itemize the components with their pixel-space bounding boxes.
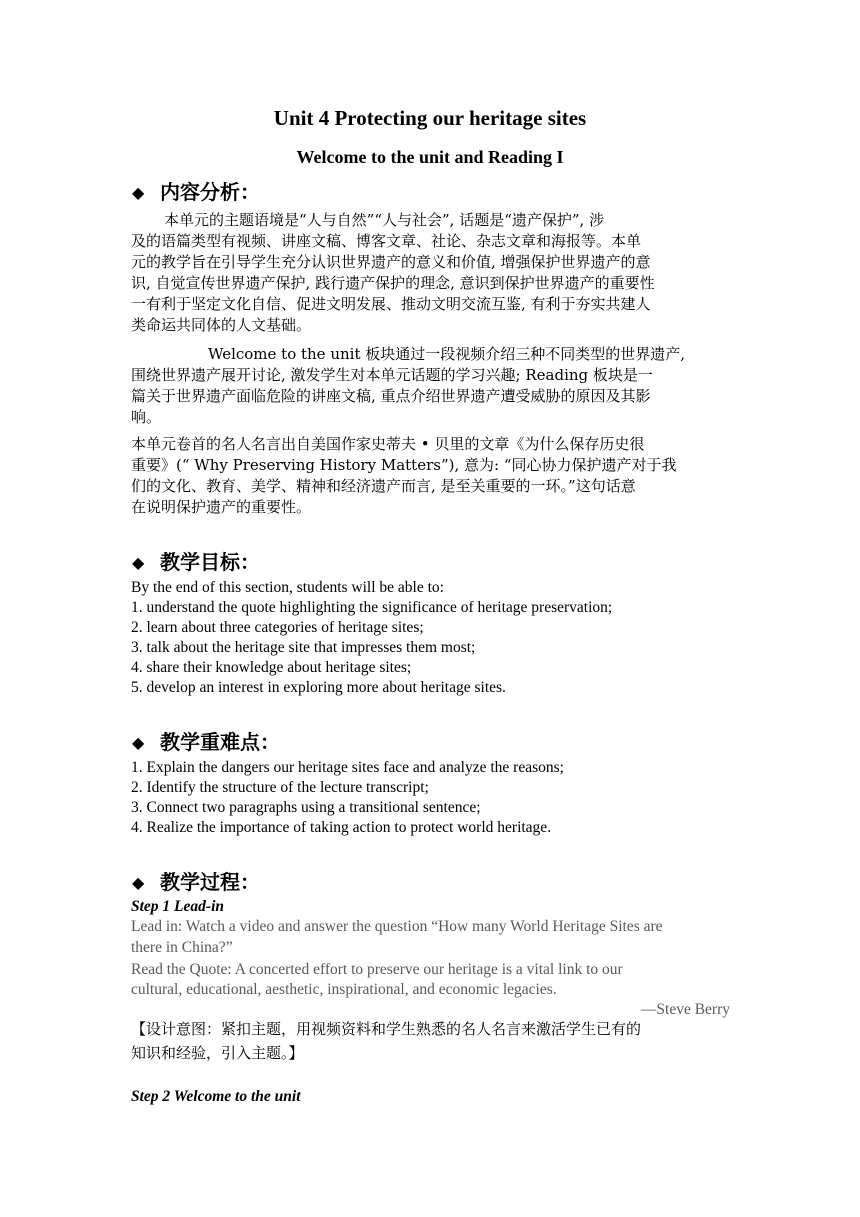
paragraph-line: Welcome to the unit 板块通过一段视频介绍三种不同类型的世界遗产, bbox=[208, 345, 686, 363]
key-point-item: 3. Connect two paragraphs using a transitional sentence; bbox=[131, 799, 481, 816]
design-intent-line: 【设计意图：紧扣主题，用视频资料和学生熟悉的名人名言来激活学生已有的 bbox=[131, 1020, 642, 1038]
objective-item: 3. talk about the heritage site that impresses them most; bbox=[131, 639, 476, 656]
key-point-item: 4. Realize the importance of taking action to protect world heritage. bbox=[131, 819, 552, 836]
step-1-label: Step 1 Lead-in bbox=[131, 898, 224, 915]
process-title: 教学过程： bbox=[160, 870, 260, 894]
quote-line: cultural, educational, aesthetic, inspirational, and economic legacies. bbox=[131, 981, 557, 998]
key-points-title: 教学重难点： bbox=[160, 730, 280, 754]
diamond-icon: ◆ bbox=[132, 553, 145, 572]
objective-item: 2. learn about three categories of heritage sites; bbox=[131, 619, 424, 636]
lead-in-line: Lead in: Watch a video and answer the question “How many World Heritage Sites are bbox=[131, 918, 663, 935]
content-analysis-title: 内容分析： bbox=[160, 180, 260, 204]
diamond-icon: ◆ bbox=[132, 873, 145, 892]
lead-in-line: there in China?” bbox=[131, 939, 233, 956]
paragraph-line: 响。 bbox=[131, 408, 162, 426]
objectives-intro: By the end of this section, students will be able to: bbox=[131, 579, 444, 596]
key-points-heading bbox=[132, 730, 280, 755]
diamond-icon: ◆ bbox=[132, 183, 145, 202]
diamond-icon: ◆ bbox=[132, 733, 145, 752]
paragraph-line: 围绕世界遗产展开讨论, 激发学生对本单元话题的学习兴趣; Reading 板块是一 bbox=[131, 366, 653, 384]
paragraph-line: 元的教学旨在引导学生充分认识世界遗产的意义和价值, 增强保护世界遗产的意 bbox=[131, 253, 651, 271]
objective-item: 1. understand the quote highlighting the significance of heritage preservation; bbox=[131, 599, 613, 616]
key-point-item: 2. Identify the structure of the lecture transcript; bbox=[131, 779, 429, 796]
quote-author: —Steve Berry bbox=[640, 1001, 730, 1018]
paragraph-line: 本单元的主题语境是“人与自然”“人与社会”, 话题是“遗产保护”, 涉 bbox=[164, 211, 605, 229]
quote-line: Read the Quote: A concerted effort to preserve our heritage is a vital link to our bbox=[131, 961, 623, 978]
paragraph-line: 类命运共同体的人文基础。 bbox=[131, 316, 312, 334]
content-analysis-paragraph-1 bbox=[131, 210, 730, 336]
content-analysis-heading bbox=[132, 180, 260, 205]
paragraph-line: 重要》(“ Why Preserving History Matters”), 意为: “同心协力保护遗产对于我 bbox=[131, 456, 677, 474]
objectives-heading bbox=[132, 550, 260, 575]
paragraph-line: 一有利于坚定文化自信、促进文明发展、推动文明交流互鉴, 有利于夯实共建人 bbox=[131, 295, 651, 313]
key-point-item: 1. Explain the dangers our heritage sites face and analyze the reasons; bbox=[131, 759, 564, 776]
paragraph-line: 本单元卷首的名人名言出自美国作家史蒂夫 • 贝里的文章《为什么保存历史很 bbox=[131, 435, 645, 453]
content-analysis-paragraph-3 bbox=[131, 434, 730, 518]
paragraph-line: 在说明保护遗产的重要性。 bbox=[131, 498, 312, 516]
content-analysis-paragraph-2 bbox=[131, 344, 730, 428]
objective-item: 4. share their knowledge about heritage sites; bbox=[131, 659, 412, 676]
paragraph-line: 识, 自觉宣传世界遗产保护, 践行遗产保护的理念, 意识到保护世界遗产的重要性 bbox=[131, 274, 655, 292]
page-title: Unit 4 Protecting our heritage sites bbox=[273, 106, 587, 130]
step-2-label: Step 2 Welcome to the unit bbox=[131, 1088, 301, 1105]
objective-item: 5. develop an interest in exploring more about heritage sites. bbox=[131, 679, 506, 696]
paragraph-line: 篇关于世界遗产面临危险的讲座文稿, 重点介绍世界遗产遭受威胁的原因及其影 bbox=[131, 387, 651, 405]
objectives-title: 教学目标： bbox=[160, 550, 260, 574]
paragraph-line: 们的文化、教育、美学、精神和经济遗产而言, 是至关重要的一环。”这句话意 bbox=[131, 477, 636, 495]
page-subtitle: Welcome to the unit and Reading I bbox=[296, 147, 564, 167]
process-heading bbox=[132, 870, 260, 895]
design-intent-line: 知识和经验，引入主题。】 bbox=[131, 1044, 304, 1062]
paragraph-line: 及的语篇类型有视频、讲座文稿、博客文章、社论、杂志文章和海报等。本单 bbox=[131, 232, 642, 250]
